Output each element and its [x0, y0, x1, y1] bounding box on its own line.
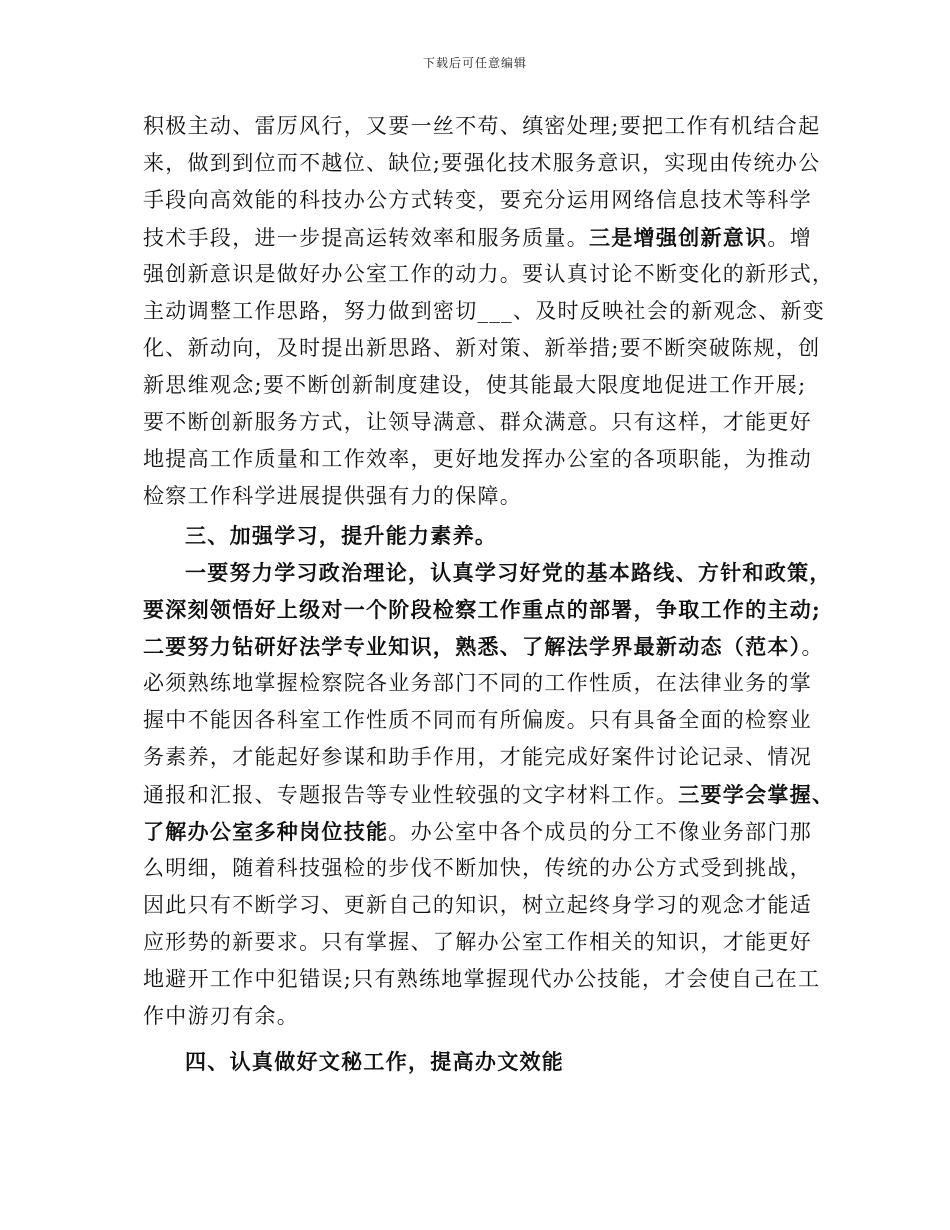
- text-segment: 应形势的新要求。只有掌握、了解办公室工作相关的知识，才能更好: [143, 930, 812, 954]
- bold-text: 三要学会掌握、: [678, 782, 835, 807]
- text-segment: 作中游刃有余。: [143, 1004, 300, 1028]
- text-segment: 主动调整工作思路，努力做到密切___、及时反映社会的新观念、新变: [143, 299, 826, 323]
- text-line: [143, 924, 823, 961]
- text-line: [143, 182, 823, 219]
- text-line: [143, 887, 823, 924]
- text-line: [143, 441, 823, 478]
- text-line: [143, 219, 823, 256]
- text-segment: 要不断创新服务方式，让领导满意、群众满意。只有这样，才能更好: [143, 410, 812, 434]
- bold-text: 三是增强创新意识: [589, 225, 768, 250]
- text-segment: 手段向高效能的科技办公方式转变，要充分运用网络信息技术等科学: [143, 188, 812, 212]
- text-line: [143, 256, 835, 293]
- text-segment: 新思维观念;要不断创新制度建设，使其能最大限度地促进工作开展;: [143, 373, 807, 397]
- text-line: [143, 961, 823, 998]
- section-heading-3: 三、加强学习，提升能力素养。: [185, 523, 498, 548]
- text-segment: 。: [801, 635, 824, 659]
- text-line: [143, 367, 823, 404]
- text-line: [143, 591, 823, 628]
- section-heading-4: 四、认真做好文秘工作，提高办文效能: [185, 1049, 565, 1074]
- bold-text: 二要努力钻研好法学专业知识，熟悉、了解法学界最新动态（范本）: [143, 634, 802, 659]
- text-segment: 因此只有不断学习、更新自己的知识，树立起终身学习的观念才能适: [143, 893, 812, 917]
- text-segment: 检察工作科学进展提供强有力的保障。: [143, 484, 523, 508]
- text-line: [143, 330, 823, 367]
- document-body: [143, 108, 835, 1080]
- text-line: [143, 776, 835, 813]
- text-line: [143, 628, 823, 665]
- bold-text: 要深刻领悟好上级对一个阶段检察工作重点的部署，争取工作的主动;: [143, 597, 822, 622]
- text-line: [143, 739, 823, 776]
- page-header: 下载后可任意编辑: [422, 56, 527, 70]
- text-segment: 来，做到到位而不越位、缺位;要强化技术服务意识，实现由传统办公: [143, 151, 821, 175]
- text-segment: 。增: [767, 226, 813, 250]
- text-segment: 技术手段，进一步提高运转效率和服务质量。: [143, 226, 589, 250]
- text-segment: 地避开工作中犯错误;只有熟练地掌握现代办公技能，才会使自己在工: [143, 967, 821, 991]
- bold-text: 了解办公室多种岗位技能: [143, 819, 389, 844]
- text-segment: 必须熟练地掌握检察院各业务部门不同的工作性质，在法律业务的掌: [143, 671, 812, 695]
- text-line: [143, 108, 823, 145]
- text-line: [143, 554, 832, 591]
- text-segment: 通报和汇报、专题报告等专业性较强的文字材料工作。: [143, 783, 679, 807]
- text-line: [143, 404, 823, 441]
- bold-text: 一要努力学习政治理论，认真学习好党的基本路线、方针和政策，: [185, 560, 832, 585]
- text-segment: 。办公室中各个成员的分工不像业务部门那: [388, 820, 813, 844]
- text-line: [143, 702, 823, 739]
- paragraph: [143, 554, 835, 1035]
- text-line: [143, 813, 823, 850]
- text-line: [143, 998, 823, 1035]
- text-line: [143, 478, 823, 515]
- text-segment: 务素养，才能起好参谋和助手作用，才能完成好案件讨论记录、情况: [143, 745, 812, 769]
- text-segment: 握中不能因各科室工作性质不同而有所偏废。只有具备全面的检察业: [143, 708, 812, 732]
- text-line: [143, 293, 826, 330]
- paragraph: [143, 108, 835, 515]
- text-line: [143, 665, 823, 702]
- text-segment: 积极主动、雷厉风行，又要一丝不苟、缜密处理;要把工作有机结合起: [143, 114, 821, 138]
- text-segment: 么明细，随着科技强检的步伐不断加快，传统的办公方式受到挑战，: [143, 856, 812, 880]
- text-line: [143, 850, 823, 887]
- text-line: [143, 145, 823, 182]
- text-segment: 地提高工作质量和工作效率，更好地发挥办公室的各项职能，为推动: [143, 447, 812, 471]
- text-segment: 强创新意识是做好办公室工作的动力。要认真讨论不断变化的新形式，: [143, 262, 835, 286]
- text-segment: 化、新动向，及时提出新思路、新对策、新举措;要不断突破陈规，创: [143, 336, 821, 360]
